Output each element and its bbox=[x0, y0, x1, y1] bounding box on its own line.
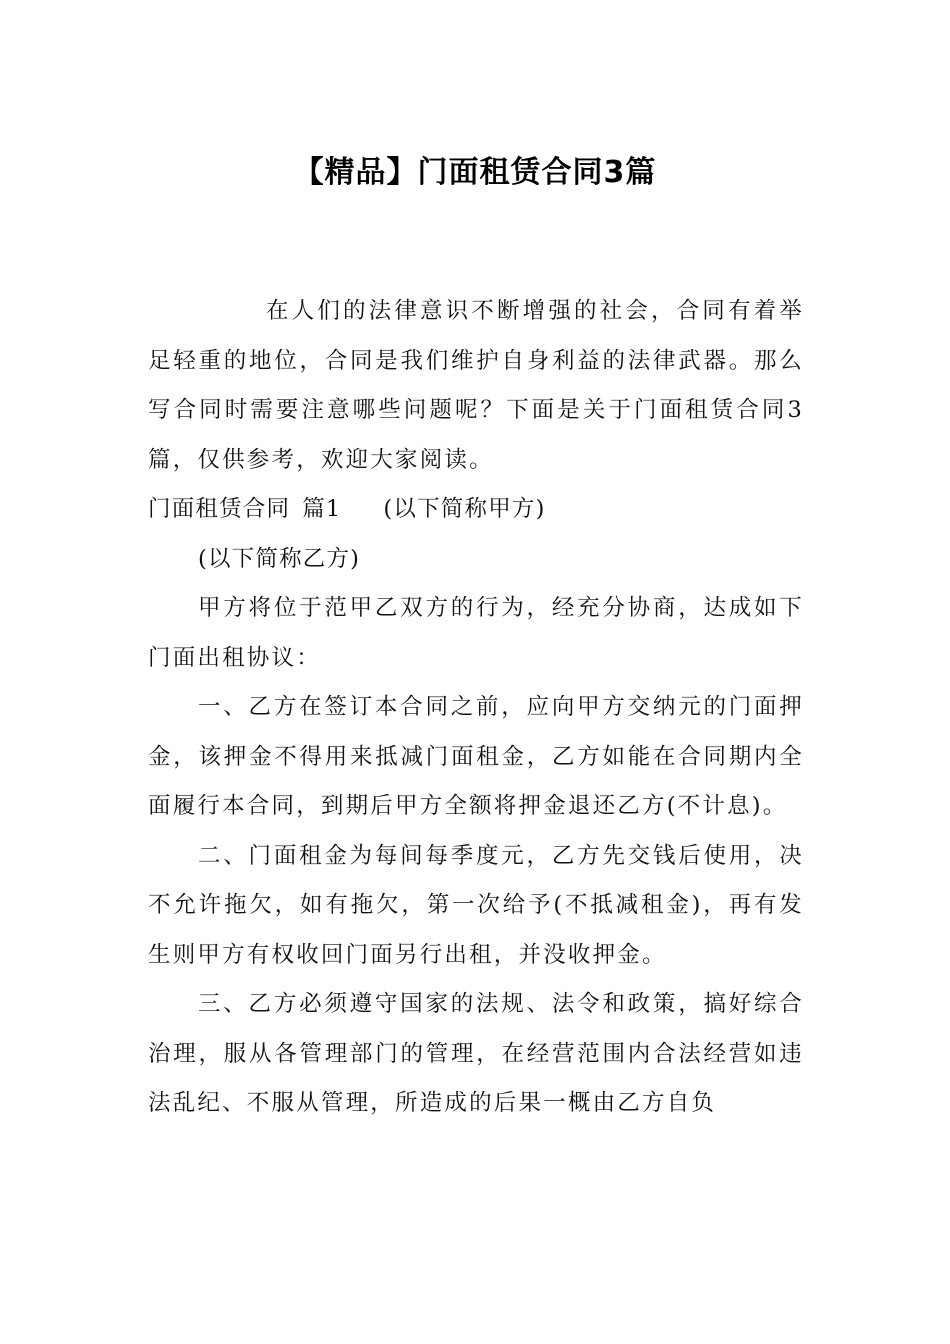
section-heading bbox=[148, 485, 804, 535]
clause-3-paragraph: 三、乙方必须遵守国家的法规、法令和政策，搞好综合治理，服从各管理部门的管理，在经营范围内合法经营如违法乱纪、不服从管理，所造成的后果一概由乙方自负 bbox=[148, 991, 804, 1116]
party-b-label: (以下简称乙方) bbox=[198, 545, 361, 572]
body-paragraph: 甲方将位于范甲乙双方的行为，经充分协商，达成如下门面出租协议： bbox=[148, 595, 804, 671]
party-a-label: (以下简称甲方) bbox=[383, 496, 546, 522]
clause-2-paragraph: 二、门面租金为每间每季度元，乙方先交钱后使用，决不允许拖欠，如有拖欠，第一次给予(不抵减租金)，再有发生则甲方有权收回门面另行出租，并没收押金。 bbox=[148, 842, 804, 968]
section-heading-number: 篇1 bbox=[302, 496, 342, 522]
document-body bbox=[148, 287, 804, 1129]
section-heading-name: 门面租赁合同 bbox=[148, 496, 291, 522]
clause-1-paragraph: 一、乙方在签订本合同之前，应向甲方交纳元的门面押金，该押金不得用来抵减门面租金，乙方如能在合同期内全面履行本合同，到期后甲方全额将押金退还乙方(不计息)。 bbox=[148, 694, 804, 819]
intro-paragraph: 在人们的法律意识不断增强的社会，合同有着举足轻重的地位，合同是我们维护自身利益的法律武器。那么写合同时需要注意哪些问题呢？下面是关于门面租赁合同3篇，仅供参考，欢迎大家阅读。 bbox=[148, 298, 804, 473]
document-title: 【精品】门面租赁合同3篇 bbox=[293, 155, 657, 190]
